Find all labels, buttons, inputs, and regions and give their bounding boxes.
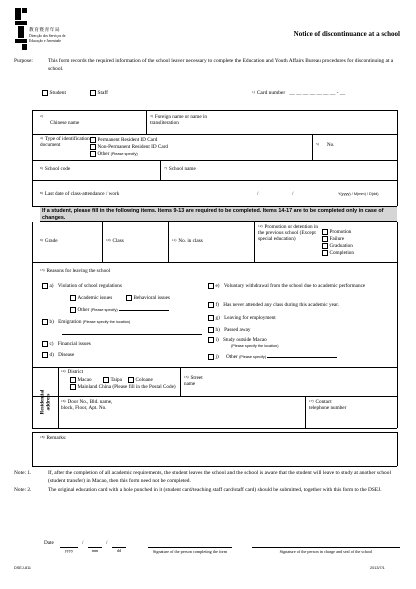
field-number: 2)	[40, 114, 43, 118]
date-month-hint: mm	[91, 548, 99, 553]
school-name-field[interactable]	[164, 166, 196, 172]
field-number: 10)	[106, 238, 111, 242]
reason-b-note: (Please specify the location)	[82, 320, 131, 325]
reason-letter: b)	[49, 319, 54, 326]
coloane-checkbox[interactable]	[128, 377, 134, 383]
reason-e-option[interactable]	[208, 283, 388, 289]
purpose-label: Purpose:	[14, 58, 33, 64]
reason-letter: g)	[215, 315, 220, 322]
telephone-label: Contact telephone number	[309, 399, 347, 412]
behavioral-issues-checkbox[interactable]	[126, 295, 132, 301]
telephone-field[interactable]	[309, 399, 349, 411]
field-number: 17)	[309, 399, 314, 403]
reason-i-checkbox[interactable]	[208, 337, 214, 343]
signature-completer-line[interactable]	[148, 547, 232, 548]
dsej-logo	[14, 8, 76, 52]
reason-j-input[interactable]	[267, 357, 337, 358]
reason-e-label: Voluntary withdrawal from the school due to academic performance	[223, 283, 366, 290]
reason-f-checkbox[interactable]	[208, 302, 214, 308]
dsej-emblem-icon	[14, 8, 28, 50]
reason-c-label: Financial issues	[57, 341, 91, 348]
field-number: 5)	[316, 142, 319, 146]
grade-label: Grade	[44, 238, 58, 244]
form-code: DSEJ-811	[14, 566, 32, 570]
signature-school-line[interactable]	[252, 547, 400, 548]
class-label: Class	[112, 238, 124, 244]
date-year-hint: yyyy	[64, 548, 74, 553]
promotion-question	[258, 224, 318, 243]
chinese-name-label: Chinese name	[50, 120, 80, 127]
reason-letter: i)	[215, 337, 219, 344]
reason-e-checkbox[interactable]	[208, 283, 214, 289]
completion-option[interactable]	[322, 250, 354, 256]
field-number: 11)	[172, 238, 177, 242]
reason-a-other-input[interactable]	[119, 310, 169, 311]
reason-i-note: (Please specify the location)	[231, 344, 279, 348]
door-number-field[interactable]	[61, 399, 125, 411]
card-number-blanks[interactable]: __ __ __ __ __ __ __	[289, 90, 336, 96]
reason-f-label: Has never attended any class during this academic year.	[223, 302, 339, 309]
date-separator: /	[292, 191, 294, 197]
field-number: 7)	[164, 166, 167, 170]
reason-f-option[interactable]	[208, 302, 339, 308]
street-name-field[interactable]	[184, 375, 214, 387]
signature-school-label: Signature of the person in charge and seal of the school	[279, 549, 373, 554]
completion-checkbox[interactable]	[322, 250, 328, 256]
field-number: 13)	[40, 268, 45, 272]
reason-d-option[interactable]	[42, 352, 74, 358]
id-nonpermanent-checkbox[interactable]	[90, 144, 96, 150]
id-other-note: (Please specify)	[110, 152, 138, 157]
reason-letter: d)	[49, 352, 54, 359]
district-heading	[61, 369, 83, 375]
reason-i-label: Study outside Macao	[222, 337, 267, 344]
graduation-checkbox[interactable]	[322, 243, 328, 249]
note-2-text: The original education card with a hole punched in it (student card/teaching staff card/staff card) should be submitted, together with this form to the DSEJ.	[48, 487, 382, 493]
failure-label: Failure	[329, 236, 345, 243]
student-option[interactable]	[42, 90, 66, 97]
id-other-option[interactable]	[90, 151, 138, 157]
id-other-label: Other	[97, 151, 110, 158]
reason-b-label: Emigration	[58, 319, 82, 326]
card-number-check-digit[interactable]: __	[339, 90, 346, 96]
card-number-dash: -	[336, 90, 339, 96]
reason-h-label: Passed away	[224, 327, 251, 334]
reason-h-option[interactable]	[208, 327, 251, 333]
class-number-field[interactable]	[172, 238, 203, 244]
date-separator: /	[257, 191, 259, 197]
failure-checkbox[interactable]	[322, 236, 328, 242]
date-label: Date	[44, 540, 54, 546]
reason-letter: j)	[215, 354, 219, 361]
field-number: 12)	[258, 224, 263, 228]
reason-b-option[interactable]	[42, 319, 130, 325]
reason-g-checkbox[interactable]	[208, 315, 214, 321]
graduation-label: Graduation	[329, 243, 353, 250]
page-title: Notice of discontinuance at a school	[293, 30, 400, 38]
mainland-label: Mainland China (Please fill in the Postal Code)	[77, 384, 176, 391]
reason-a-label: Violation of school regulations	[57, 283, 122, 290]
student-checkbox[interactable]	[42, 90, 48, 96]
taipa-label: Taipa	[110, 377, 122, 384]
reason-c-checkbox[interactable]	[42, 341, 48, 347]
note-1-number: Note: 1.	[14, 470, 32, 476]
school-code-field[interactable]	[40, 166, 70, 172]
reason-g-option[interactable]	[208, 315, 276, 321]
field-number: 15)	[184, 375, 189, 379]
district-coloane-option[interactable]	[128, 377, 153, 383]
district-taipa-option[interactable]	[103, 377, 122, 383]
id-permanent-checkbox[interactable]	[90, 137, 96, 143]
staff-checkbox[interactable]	[90, 90, 96, 96]
foreign-name-field[interactable]	[150, 114, 230, 126]
reason-b-input-line[interactable]	[62, 334, 202, 335]
date-day-hint: dd	[116, 548, 122, 553]
id-type-label: Type of identification document	[40, 136, 90, 149]
reason-letter: e)	[215, 283, 220, 290]
purpose-text: This form records the required information of the school leaver necessary to complete the Education and Youth Affairs Bureau procedures for discontinuing at a school.	[48, 58, 394, 72]
macao-label: Macao	[77, 377, 92, 384]
note-1-text: If, after the completion of all academic requirements, the student leaves the school and the school is aware that the student will leave to study at another school (student transfer) in Macao, then this form need not be completed.	[48, 470, 391, 484]
reason-a-option[interactable]	[42, 283, 122, 289]
id-other-checkbox[interactable]	[90, 151, 96, 157]
district-label: District	[67, 369, 84, 375]
field-number: 8)	[40, 191, 43, 195]
reason-b-checkbox[interactable]	[42, 319, 48, 325]
field-number: 4)	[40, 136, 43, 140]
id-permanent-option[interactable]	[90, 137, 157, 143]
field-number: 14)	[61, 369, 66, 373]
district-macao-option[interactable]	[70, 377, 92, 383]
class-number-label: No. in class	[178, 238, 203, 244]
reason-letter: a)	[49, 283, 54, 290]
promotion-option[interactable]	[322, 229, 351, 235]
door-number-label: Door No., Bld. name, block, Floor, Apt. No.	[61, 399, 113, 412]
school-code-label: School code	[44, 166, 71, 172]
reason-a-other-label: Other	[77, 307, 90, 314]
chinese-name-field[interactable]	[40, 114, 140, 126]
reason-c-option[interactable]	[42, 341, 91, 347]
reason-i-option[interactable]	[208, 337, 267, 343]
field-number: 18)	[40, 435, 45, 439]
logo-text-pt1: Direcção dos Serviços de	[29, 34, 66, 38]
field-number: 6)	[40, 166, 43, 170]
coloane-label: Coloane	[135, 377, 153, 384]
note-2-number: Note: 2.	[14, 487, 32, 493]
reason-a-other-option[interactable]	[70, 307, 169, 313]
reason-j-option[interactable]	[208, 354, 337, 360]
reasons-label: Reasons for leaving the school	[46, 268, 111, 274]
grade-field[interactable]	[40, 238, 58, 244]
student-instructions-banner: If a student, please fill in the following items. Items 9-13 are required to be completed. Items 14-17 are to be completed only in case of changes.	[40, 206, 397, 222]
card-number-field[interactable]	[252, 90, 345, 96]
promotion-question-label: Promotion or detention in the previous school (Except special education)	[258, 224, 318, 243]
street-name-label: Street name	[184, 375, 203, 388]
card-number-label: Card number	[256, 90, 286, 96]
reason-g-label: Leaving for employment	[224, 315, 276, 322]
staff-option[interactable]	[90, 90, 108, 97]
reason-j-label: Other	[225, 354, 238, 361]
reason-a-other-note: (Please specify)	[90, 308, 118, 313]
reason-letter: f)	[215, 302, 219, 309]
failure-option[interactable]	[322, 236, 344, 242]
completion-label: Completion	[329, 250, 354, 257]
last-date-label: Last date of class-attendance / work	[44, 191, 120, 197]
academic-issues-checkbox[interactable]	[70, 295, 76, 301]
last-date-field[interactable]	[40, 191, 119, 197]
graduation-option[interactable]	[322, 243, 353, 249]
logo-text-pt2: Educação e Juventude	[29, 39, 61, 43]
staff-label: Staff	[97, 90, 108, 97]
field-number: 1)	[252, 90, 255, 94]
promotion-checkbox[interactable]	[322, 229, 328, 235]
field-number: 9)	[40, 238, 43, 242]
id-nonpermanent-label: Non-Permanent Resident ID Card	[97, 144, 168, 151]
academic-issues-label: Academic issues	[77, 295, 113, 302]
remarks-label: Remarks:	[46, 435, 67, 441]
mainland-checkbox[interactable]	[70, 384, 76, 390]
macao-checkbox[interactable]	[70, 377, 76, 383]
field-number: 3)	[150, 114, 153, 118]
id-nonpermanent-option[interactable]	[90, 144, 168, 150]
signature-completer-label: Signature of the person completing the form	[152, 549, 228, 554]
reason-h-checkbox[interactable]	[208, 327, 214, 333]
id-number-field[interactable]	[316, 142, 334, 148]
school-name-label: School name	[168, 166, 196, 172]
reason-j-note: (Please specify)	[239, 355, 267, 360]
date-format-hint: Y(yyyy) / M(mm) / D(dd)	[338, 192, 379, 196]
behavioral-issues-label: Behavioral issues	[133, 295, 170, 302]
reason-a-behavioral-option[interactable]	[126, 295, 170, 301]
student-label: Student	[49, 90, 66, 97]
district-mainland-option[interactable]	[70, 384, 178, 390]
class-field[interactable]	[106, 238, 124, 244]
field-number: 16)	[61, 399, 66, 403]
reason-a-other-checkbox[interactable]	[70, 307, 76, 313]
reason-d-label: Disease	[58, 352, 75, 359]
residential-address-label: Residential address	[39, 389, 51, 415]
remarks-field[interactable]	[40, 435, 66, 441]
reasons-heading	[40, 268, 110, 274]
form-version-date: 2013/7/1	[370, 566, 385, 570]
id-type-label-group	[40, 136, 90, 148]
id-number-label: No.	[326, 142, 335, 148]
reason-letter: h)	[215, 327, 220, 334]
id-permanent-label: Permanent Resident ID Card	[97, 137, 158, 144]
reason-letter: c)	[49, 341, 54, 348]
reason-d-checkbox[interactable]	[42, 352, 48, 358]
reason-j-checkbox[interactable]	[208, 354, 214, 360]
logo-text-cn: 教育暨青年局	[29, 27, 61, 32]
taipa-checkbox[interactable]	[103, 377, 109, 383]
reason-a-checkbox[interactable]	[42, 283, 48, 289]
reason-a-academic-option[interactable]	[70, 295, 112, 301]
promotion-label: Promotion	[329, 229, 352, 236]
foreign-name-label: Foreign name or name in transliteration	[150, 114, 207, 127]
